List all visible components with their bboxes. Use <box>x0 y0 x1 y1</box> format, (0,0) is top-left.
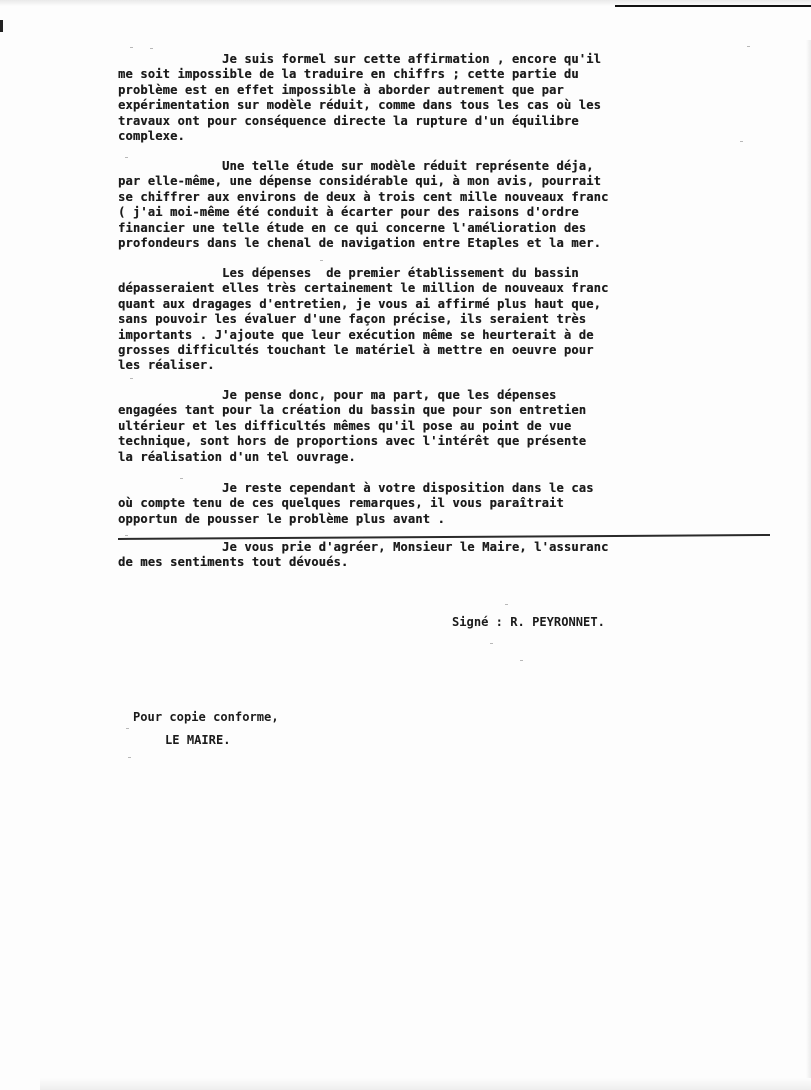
scan-speck <box>128 757 131 758</box>
scan-speck <box>747 46 750 47</box>
scan-speck <box>740 141 743 142</box>
letter-paragraph-3: Les dépenses de premier établissement du bassin dépasseraient elles très certainement le million de nouveaux franc quant aux dragages d'entretien, je vous ai affirmé plus haut que, sans pouvoir les évaluer d'une façon précise, ils seraient très importants . J'ajoute que leur exécution même se heurterait à de grosses difficultés touchant le matériel à mettre en oeuvre pour les réaliser. <box>118 266 609 373</box>
scan-right-shadow <box>806 40 811 1090</box>
letter-paragraph-2: Une telle étude sur modèle réduit représente déja, par elle-même, une dépense considérable qui, à mon avis, pourrait se chiffrer aux environs de deux à trois cent mille nouveaux franc ( j'ai moi-même été conduit à écarter pour des raisons d'ordre financier une telle étude en ce qui concerne l'amélioration des profondeurs dans le chenal de navigation entre Etaples et la mer. <box>118 159 609 251</box>
scan-top-rule <box>615 5 811 7</box>
scan-bottom-shadow <box>40 1078 811 1090</box>
scan-speck <box>320 260 323 261</box>
scan-speck <box>505 604 508 605</box>
scan-speck <box>125 157 128 158</box>
scan-speck <box>150 48 153 49</box>
letter-closing: Je vous prie d'agréer, Monsieur le Maire, l'assuranc de mes sentiments tout dévoués. <box>118 540 609 570</box>
scan-speck <box>180 478 183 479</box>
scan-speck <box>130 378 133 379</box>
copy-certification: Pour copie conforme, <box>133 710 279 724</box>
letter-paragraph-1: Je suis formel sur cette affirmation , encore qu'il me soit impossible de la traduire en chiffrs ; cette partie du problème est en effet impossible à aborder autrement que par expérimentation sur modèle réduit, comme dans tous les cas où les travaux ont pour conséquence directe la rupture d'un équilibre complexe. <box>118 52 602 144</box>
letter-paragraph-4: Je pense donc, pour ma part, que les dépenses engagées tant pour la création du bassin que pour son entretien ultérieur et les difficultés mêmes qu'il pose au point de vue technique, sont hors de proportions avec l'intérêt que présente la réalisation d'un tel ouvrage. <box>118 388 587 464</box>
scan-speck <box>520 660 523 661</box>
mayor-title: LE MAIRE. <box>165 733 231 747</box>
signature-line: Signé : R. PEYRONNET. <box>452 615 605 629</box>
scan-speck <box>130 47 133 48</box>
scan-speck <box>490 643 493 644</box>
scan-speck <box>125 535 128 536</box>
scan-left-mark <box>0 20 3 32</box>
letter-paragraph-5: Je reste cependant à votre disposition dans le cas où compte tenu de ces quelques remarques, il vous paraîtrait opportun de pousser le problème plus avant . <box>118 481 594 526</box>
scan-speck <box>126 728 129 729</box>
